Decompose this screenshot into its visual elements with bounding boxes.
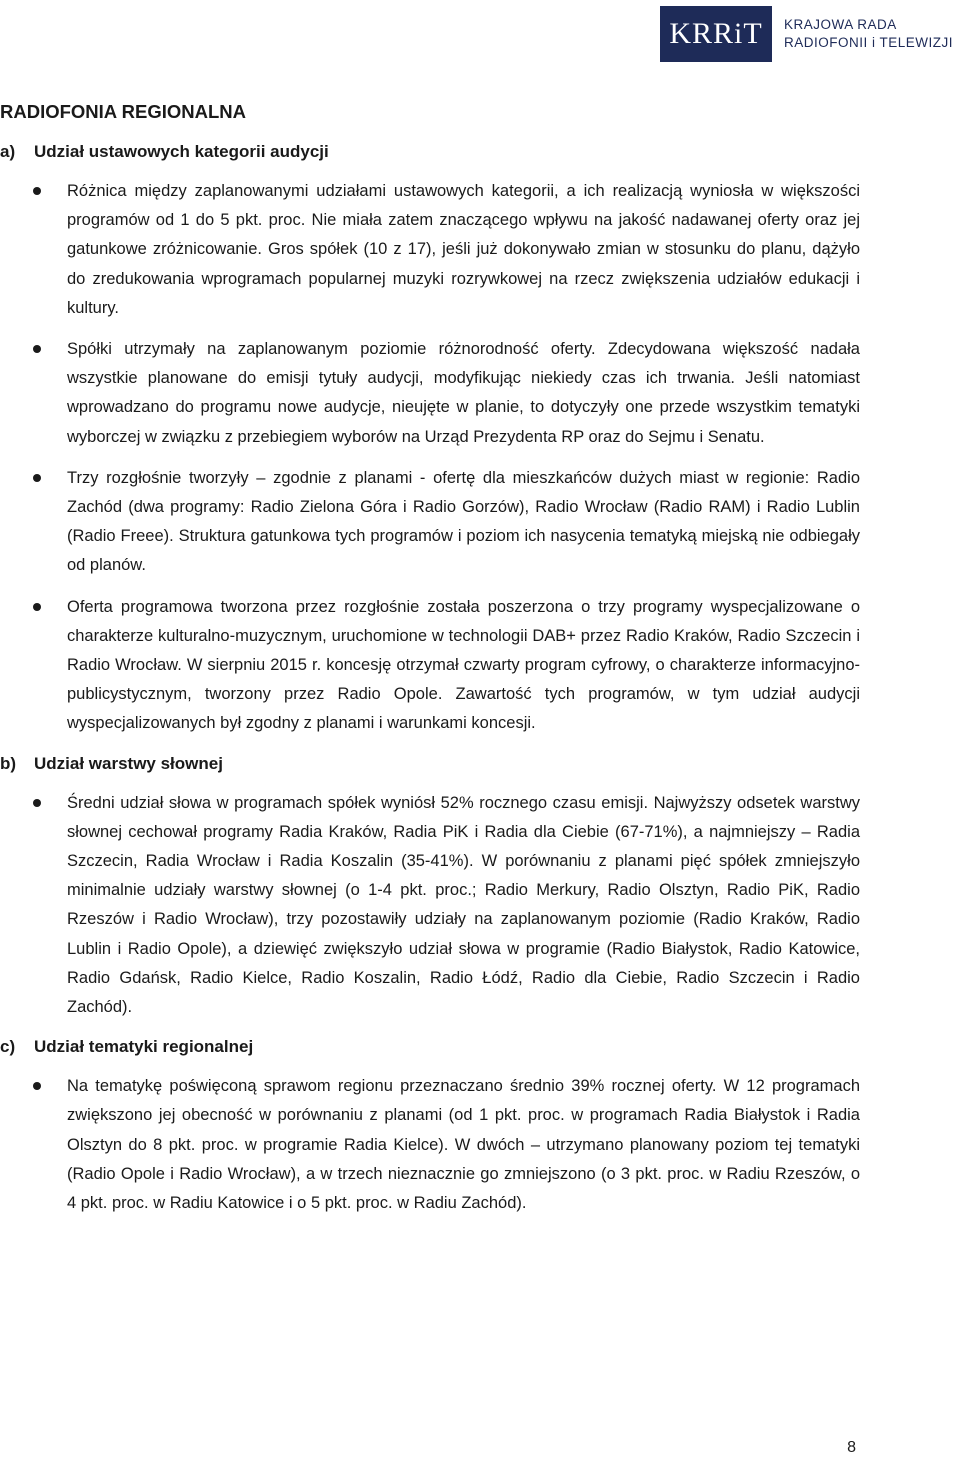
logo-line-1: KRAJOWA RADA [784, 17, 897, 32]
bullet-icon [33, 799, 41, 807]
list-item [0, 789, 860, 1023]
paragraph-text: Spółki utrzymały na zaplanowanym poziomie różnorodność oferty. Zdecydowana większość nadała wszystkie planowane do emisji tytuły audycji, modyfikując niekiedy czas ich trwania. Jeśli natomiast wprowadzano do programu nowe audycje, nieujęte w planie, to dotyczyły one przede wszystkim tematyki wyborczej w związku z przebiegiem wyborów na Urząd Prezydenta RP oraz do Sejmu i Senatu. [67, 340, 860, 446]
subsection-heading-b [0, 751, 860, 777]
list-item [0, 177, 860, 323]
bullet-icon [33, 1082, 41, 1090]
bullet-list-a [0, 177, 860, 739]
page-number: 8 [847, 1439, 856, 1456]
document-body [0, 98, 860, 1230]
subsection-title: Udział warstwy słownej [34, 753, 223, 773]
bullet-icon [33, 187, 41, 195]
list-item [0, 464, 860, 581]
bullet-list-c [0, 1072, 860, 1218]
bullet-icon [33, 474, 41, 482]
list-item [0, 1072, 860, 1218]
subsection-letter: a) [0, 142, 16, 161]
logo-text [784, 16, 953, 52]
krrit-logo [660, 6, 953, 62]
paragraph-text: Średni udział słowa w programach spółek wyniósł 52% rocznego czasu emisji. Najwyższy odsetek warstwy słownej cechował programy Radia Kraków, Radia PiK i Radia dla Ciebie (67-71%), a najmniejszy – Radia Szczecin, Radia Wrocław i Radia Koszalin (35-41%). W porównaniu z planami pięć spółek zmniejszyło minimalnie udziały warstwy słownej (o 1-4 pkt. proc.; Radio Merkury, Radio Olsztyn, Radio PiK, Radio Rzeszów i Radio Wrocław), trzy pozostawiły udziały na zaplanowanym poziomie (Radio Kraków, Radio Lublin i Radio Opole), a dziewięć zwiększyło udział słowa w programie (Radio Białystok, Radio Katowice, Radio Gdańsk, Radio Kielce, Radio Koszalin, Radio Łódź, Radio dla Ciebie, Radio Szczecin i Radio Zachód). [67, 793, 860, 1017]
logo-mark: KRRiT [660, 6, 772, 62]
logo-line-2: RADIOFONII i TELEWIZJI [784, 35, 954, 50]
subsection-title: Udział ustawowych kategorii audycji [34, 142, 329, 161]
list-item [0, 593, 860, 739]
section-title: RADIOFONIA REGIONALNA [0, 101, 246, 122]
subsection-heading-c [0, 1034, 860, 1060]
list-item [0, 335, 860, 452]
paragraph-text: Na tematykę poświęconą sprawom regionu przeznaczano średnio 39% rocznej oferty. W 12 programach zwiększono jej obecność w porównaniu z planami (od 1 pkt. proc. w programach Radia Białystok i Radia Olsztyn do 8 pkt. proc. w programie Radia Kielce). W dwóch – utrzymano planowany poziom tej tematyki (Radio Opole i Radio Wrocław), a w trzech nieznacznie go zmniejszono (o 3 pkt. proc. w Radiu Rzeszów, o 4 pkt. proc. w Radiu Katowice i o 5 pkt. proc. w Radiu Zachód). [67, 1077, 860, 1213]
paragraph-text: Oferta programowa tworzona przez rozgłośnie została poszerzona o trzy programy wyspecjalizowane o charakterze kulturalno-muzycznym, uruchomione w technologii DAB+ przez Radio Kraków, Radio Szczecin i Radio Wrocław. W sierpniu 2015 r. koncesję otrzymał czwarty program cyfrowy, o charakterze informacyjno-publicystycznym, tworzony przez Radio Opole. Zawartość tych programów, w tym udział audycji wyspecjalizowanych był zgodny z planami i warunkami koncesji. [67, 597, 860, 733]
subsection-letter: c) [0, 1037, 16, 1057]
bullet-list-b [0, 789, 860, 1023]
subsection-heading-a [0, 139, 860, 165]
subsection-letter: b) [0, 753, 17, 773]
paragraph-text: Trzy rozgłośnie tworzyły – zgodnie z planami - ofertę dla mieszkańców dużych miast w regionie: Radio Zachód (dwa programy: Radio Zielona Góra i Radio Gorzów), Radio Wrocław (Radio RAM) i Radio Lublin (Radio Freee). Struktura gatunkowa tych programów i poziom ich nasycenia tematyką miejską nie odbiegały od planów. [67, 468, 860, 575]
subsection-title: Udział tematyki regionalnej [34, 1037, 254, 1057]
bullet-icon [33, 345, 41, 353]
paragraph-text: Różnica między zaplanowanymi udziałami ustawowych kategorii, a ich realizacją wyniosła w większości programów od 1 do 5 pkt. proc. Nie miała zatem znaczącego wpływu na jakość nadawanej oferty oraz jej gatunkowe zróżnicowanie. Gros spółek (10 z 17), jeśli już dokonywało zmian w stosunku do planu, dążyło do zredukowania wprogramach popularnej muzyki rozrywkowej na rzecz zwiększenia udziałów edukacji i kultury. [67, 182, 860, 317]
bullet-icon [33, 603, 41, 611]
